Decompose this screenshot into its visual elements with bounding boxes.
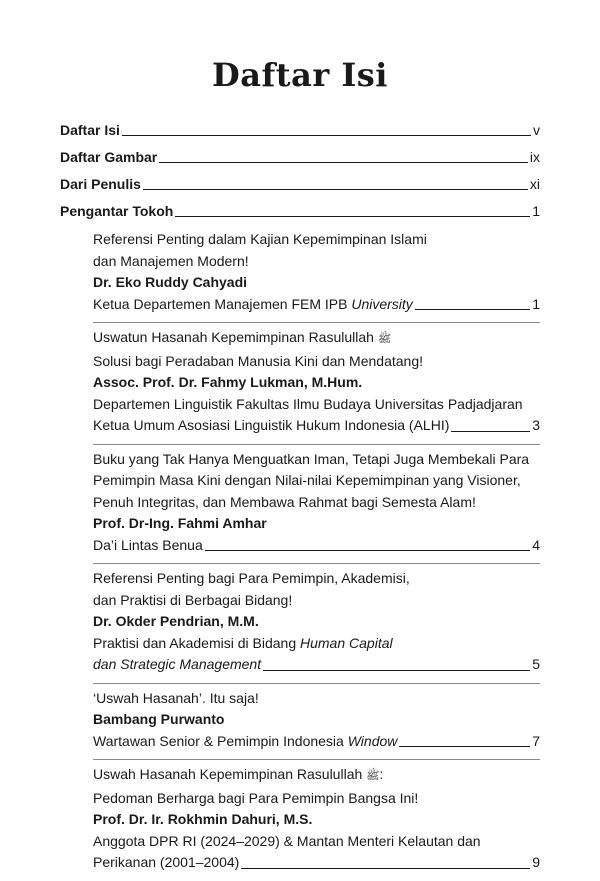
foreword-position: Departemen Linguistik Fakultas Ilmu Budaya Universitas Padjadjaran <box>93 395 523 412</box>
foreword-entry[interactable] <box>93 445 540 565</box>
foreword-author: Prof. Dr. Ir. Rokhmin Dahuri, M.S. <box>93 811 313 827</box>
foreword-position-line <box>93 654 540 676</box>
foreword-position: Praktisi dan Akademisi di Bidang Human Capital <box>93 634 393 651</box>
foreword-position-line <box>93 852 540 874</box>
table-of-contents <box>60 114 540 881</box>
foreword-page: 9 <box>532 854 540 870</box>
foreword-page: 7 <box>532 732 540 749</box>
italic-text: University <box>351 295 413 312</box>
leader-line <box>122 135 531 136</box>
foreword-page: 5 <box>532 656 540 672</box>
salawat-icon: ﷺ <box>366 770 380 782</box>
leader-line <box>175 216 530 217</box>
toc-entry-label: Daftar Isi <box>60 122 120 138</box>
toc-entry-page: ix <box>529 149 540 165</box>
foreword-position-line <box>93 415 540 437</box>
foreword-entry[interactable] <box>93 760 540 881</box>
leader-line <box>451 431 530 432</box>
toc-entry-dari-penulis[interactable] <box>60 168 540 195</box>
foreword-entry[interactable] <box>93 684 540 761</box>
foreword-author: Dr. Okder Pendrian, M.M. <box>93 613 259 629</box>
foreword-page: 1 <box>532 295 540 312</box>
foreword-position: Perikanan (2001–2004) <box>93 854 240 870</box>
salawat-icon: ﷺ <box>377 333 392 345</box>
foreword-title: dan Praktisi di Berbagai Bidang! <box>93 591 293 608</box>
toc-entry-page: v <box>533 122 540 138</box>
foreword-position: Anggota DPR RI (2024–2029) & Mantan Menteri Kelautan dan <box>93 832 481 849</box>
foreword-title: Uswah Hasanah Kepemimpinan Rasulullah ﷺ: <box>93 766 384 782</box>
foreword-position-line <box>93 535 540 557</box>
leader-line <box>159 162 528 163</box>
foreword-position: Ketua Departemen Manajemen FEM IPB University <box>93 295 413 312</box>
toc-entry-label: Pengantar Tokoh <box>60 203 174 219</box>
leader-line <box>399 746 530 747</box>
foreword-title: Penuh Integritas, dan Membawa Rahmat bagi Semesta Alam! <box>93 493 476 510</box>
foreword-page: 3 <box>532 417 540 433</box>
foreword-title: ‘Uswah Hasanah’. Itu saja! <box>93 689 259 706</box>
toc-entry-pengantar-tokoh[interactable] <box>60 195 540 222</box>
toc-entry-daftar-gambar[interactable] <box>60 141 540 168</box>
leader-line <box>415 309 530 310</box>
foreword-author: Bambang Purwanto <box>93 711 225 727</box>
foreword-position-line <box>93 294 540 316</box>
foreword-position: Da’i Lintas Benua <box>93 536 203 553</box>
page-title: Daftar Isi <box>212 56 388 94</box>
foreword-title: Solusi bagi Peradaban Manusia Kini dan Mendatang! <box>93 352 424 369</box>
toc-entry-label: Dari Penulis <box>60 176 141 192</box>
toc-entry-label: Daftar Gambar <box>60 149 158 165</box>
foreword-position: Ketua Umum Asosiasi Linguistik Hukum Indonesia (ALHI) <box>93 417 450 433</box>
italic-text: Human Capital <box>300 634 393 651</box>
foreword-title: Buku yang Tak Hanya Menguatkan Iman, Tetapi Juga Membekali Para <box>93 450 530 467</box>
toc-entry-page: 1 <box>532 203 540 219</box>
italic-text: Window <box>347 732 398 749</box>
foreword-entry[interactable] <box>93 323 540 445</box>
toc-entry-daftar-isi[interactable] <box>60 114 540 141</box>
toc-entry-page: xi <box>529 176 540 192</box>
leader-line <box>263 670 530 671</box>
foreword-title: Uswatun Hasanah Kepemimpinan Rasulullah ﷺ <box>93 329 392 345</box>
foreword-position: Wartawan Senior & Pemimpin Indonesia Window <box>93 732 398 749</box>
foreword-title: Referensi Penting dalam Kajian Kepemimpinan Islami <box>93 231 427 247</box>
leader-line <box>205 550 530 551</box>
foreword-title: dan Manajemen Modern! <box>93 252 249 269</box>
foreword-title: Pedoman Berharga bagi Para Pemimpin Bangsa Ini! <box>93 789 419 806</box>
foreword-position-line <box>93 731 540 753</box>
foreword-title: Referensi Penting bagi Para Pemimpin, Akademisi, <box>93 570 410 586</box>
foreword-position: dan Strategic Management <box>93 656 262 672</box>
leader-line <box>241 868 530 869</box>
leader-line <box>143 189 528 190</box>
foreword-entry[interactable] <box>93 225 540 323</box>
foreword-entry[interactable] <box>93 564 540 684</box>
foreword-title: Pemimpin Masa Kini dengan Nilai-nilai Kepemimpinan yang Visioner, <box>93 472 521 488</box>
foreword-page: 4 <box>532 536 540 553</box>
foreword-author: Dr. Eko Ruddy Cahyadi <box>93 274 248 290</box>
foreword-author: Assoc. Prof. Dr. Fahmy Lukman, M.Hum. <box>93 374 363 390</box>
foreword-author: Prof. Dr-Ing. Fahmi Amhar <box>93 515 267 531</box>
